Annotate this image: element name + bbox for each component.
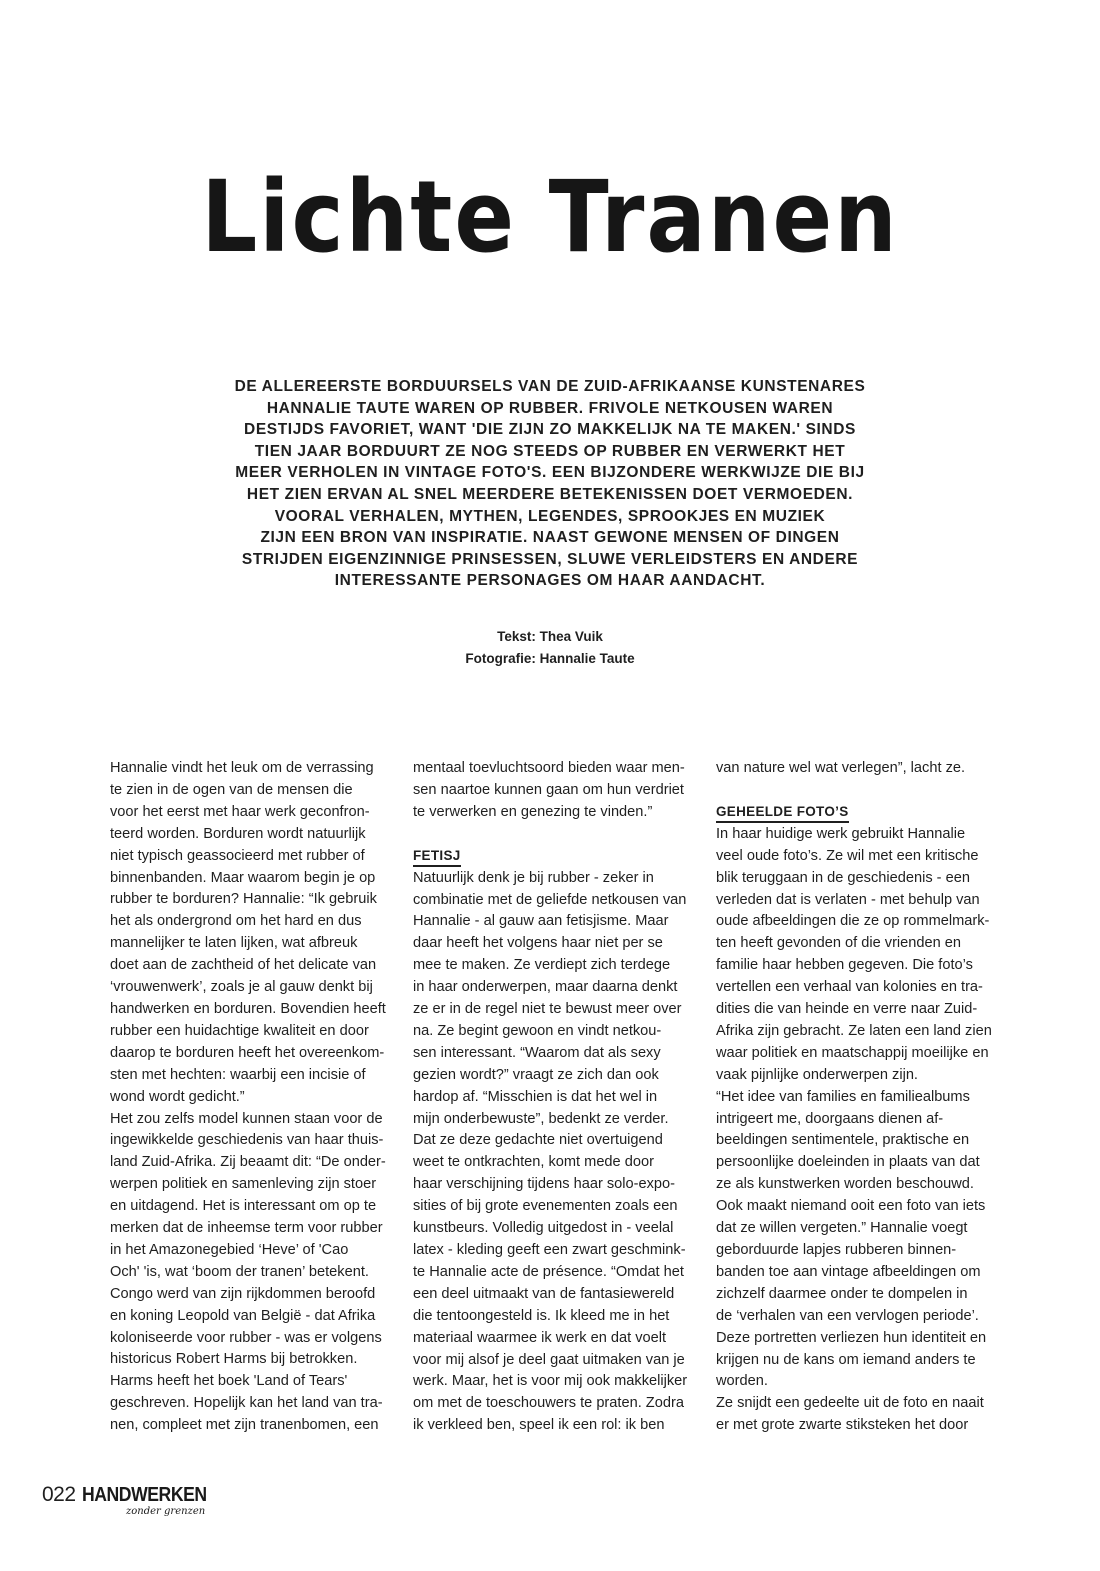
text-line: sen interessant. “Waarom dat als sexy: [413, 1044, 661, 1061]
text-line: rubber een huidachtige kwaliteit en door: [110, 1022, 369, 1039]
text-line: ik verkleed ben, speel ik een rol: ik ben: [413, 1417, 665, 1434]
text-line: Het zou zelfs model kunnen staan voor de: [110, 1110, 383, 1127]
text-line: koloniseerde voor rubber - was er volgens: [110, 1329, 382, 1346]
text-line: werpen politiek en samenleving zijn stoer: [110, 1176, 377, 1193]
text-line: te verwerken en genezing te vinden.”: [413, 803, 653, 820]
text-line: om met de toeschouwers te praten. Zodra: [413, 1395, 684, 1412]
text-line: na. Ze begint gewoon en vindt netkou-: [413, 1022, 662, 1039]
section-heading-fetisj: FETISJ: [413, 846, 461, 867]
text-line: krijgen nu de kans om iemand anders te: [716, 1351, 976, 1368]
text-line: handwerken en borduren. Bovendien heeft: [110, 1000, 386, 1017]
credits: [0, 626, 1100, 670]
text-line: werk. Maar, het is voor mij ook makkelijker: [413, 1373, 688, 1390]
text-line: Dat ze deze gedachte niet overtuigend: [413, 1132, 663, 1149]
text-line: MEER VERHOLEN IN VINTAGE FOTO'S. EEN BIJZONDERE WERKWIJZE DIE BIJ: [235, 464, 865, 482]
text-line: geborduurde lapjes rubberen binnen-: [716, 1242, 957, 1259]
page-number: 022: [42, 1483, 76, 1506]
text-line: Harms heeft het boek 'Land of Tears': [110, 1373, 348, 1390]
column-3: [716, 758, 992, 1437]
text-line: Deze portretten verliezen hun identiteit en: [716, 1329, 987, 1346]
text-line: worden.: [716, 1373, 768, 1390]
text-line: INTERESSANTE PERSONAGES OM HAAR AANDACHT.: [334, 572, 766, 590]
text-line: en koning Leopold van België - dat Afrika: [110, 1307, 376, 1324]
text-line: geschreven. Hopelijk kan het land van tra-: [110, 1395, 383, 1412]
text-line: daar heeft het volgens haar niet per se: [413, 935, 663, 952]
text-line: te zien in de ogen van de mensen die: [110, 781, 353, 798]
text-line: familie haar hebben gegeven. Die foto’s: [716, 957, 973, 974]
text-line: vaak pijnlijke onderwerpen zijn.: [716, 1066, 918, 1083]
text-line: STRIJDEN EIGENZINNIGE PRINSESSEN, SLUWE VERLEIDSTERS EN ANDERE: [241, 550, 859, 568]
text-line: Natuurlijk denk je bij rubber - zeker in: [413, 869, 654, 886]
text-line: dities die van heinde en verre naar Zuid-: [716, 1001, 978, 1018]
article-title: Lichte Tranen: [201, 159, 899, 275]
column-2: [413, 758, 688, 1437]
text-line: veel oude foto’s. Ze wil met een kritische: [716, 847, 979, 864]
text-line: combinatie met de geliefde netkousen van: [413, 891, 687, 908]
credit-text: Tekst: Thea Vuik: [497, 629, 603, 644]
text-line: blik teruggaan in de geschiedenis - een: [716, 869, 970, 886]
text-line: voor mij alsof je deel gaat uitmaken van je: [413, 1351, 685, 1368]
text-line: beeldingen sentimentele, praktische en: [716, 1132, 970, 1149]
text-line: teerd worden. Borduren wordt natuurlijk: [110, 825, 366, 842]
text-line: waar politiek en maatschappij moeilijke en: [716, 1044, 989, 1061]
magazine-brand: HANDWERKEN: [82, 1484, 207, 1506]
text-line: latex - kleding geeft een zwart geschmink-: [413, 1242, 686, 1259]
text-line: ten heeft gevonden of die vrienden en: [716, 935, 962, 952]
text-line: persoonlijke doeleinden in plaats van dat: [716, 1154, 980, 1171]
column-3-intro: [716, 758, 988, 780]
text-line: land Zuid-Afrika. Zij beaamt dit: “De onder-: [110, 1154, 386, 1171]
text-line: binnenbanden. Maar waarom begin je op: [110, 869, 376, 886]
text-line: zichzelf daarmee onder te dompelen in: [716, 1285, 968, 1302]
text-line: te Hannalie acte de présence. “Omdat het: [413, 1263, 684, 1280]
text-line: nen, compleet met zijn tranenbomen, een: [110, 1417, 379, 1434]
text-line: daarop te borduren heeft het overeenkom-: [110, 1044, 385, 1061]
text-line: Hannalie - al gauw aan fetisjisme. Maar: [413, 913, 669, 930]
text-line: mee te maken. Ze verdiept zich terdege: [413, 957, 671, 974]
text-line: Ze snijdt een gedeelte uit de foto en naait: [716, 1395, 984, 1412]
credit-photo: Fotografie: Hannalie Taute: [465, 651, 635, 666]
column-2-body: [413, 868, 688, 1438]
text-line: weet te ontkrachten, komt mede door: [413, 1154, 654, 1171]
text-line: doet aan de zachtheid of het delicate van: [110, 957, 377, 974]
text-line: oude afbeeldingen die ze op rommelmark-: [716, 913, 990, 930]
text-line: DE ALLEREERSTE BORDUURSELS VAN DE ZUID-AFRIKAANSE KUNSTENARES: [234, 378, 866, 395]
text-line: en uitdagend. Het is interessant om op te: [110, 1198, 377, 1215]
text-line: ze als kunstwerken worden beschouwd.: [716, 1176, 974, 1193]
text-line: Afrika zijn gebracht. Ze laten een land zien: [716, 1022, 992, 1039]
text-line: materiaal waarmee ik werk en dat voelt: [413, 1329, 667, 1346]
text-line: hardop af. “Misschien is dat het wel in: [413, 1088, 658, 1105]
text-line: kunstbeurs. Volledig uitgedost in - veelal: [413, 1220, 674, 1237]
column-2-intro: [413, 758, 685, 824]
text-line: de ‘verhalen van een vervlogen periode’.: [716, 1307, 979, 1324]
text-line: voor het eerst met haar werk geconfron-: [110, 803, 370, 820]
text-line: haar verschijning tijdens haar solo-expo-: [413, 1176, 676, 1193]
text-line: er met grote zwarte stiksteken het door: [716, 1417, 969, 1434]
text-line: rubber te borduren? Hannalie: “Ik gebruik: [110, 891, 377, 908]
text-line: historicus Robert Harms bij betrokken.: [110, 1351, 358, 1368]
text-line: Congo werd van zijn rijkdommen beroofd: [110, 1285, 376, 1302]
text-line: sities of bij grote evenementen zoals een: [413, 1198, 678, 1215]
text-line: Hannalie vindt het leuk om de verrassing: [110, 760, 374, 776]
text-line: HANNALIE TAUTE WAREN OP RUBBER. FRIVOLE NETKOUSEN WAREN: [266, 399, 834, 417]
text-line: van nature wel wat verlegen”, lacht ze.: [716, 760, 966, 776]
text-line: het als ondergrond om het hard en dus: [110, 913, 362, 930]
text-line: merken dat de inheemse term voor rubber: [110, 1220, 383, 1237]
text-line: niet typisch geassocieerd met rubber of: [110, 847, 365, 864]
text-line: intrigeert me, doorgaans dienen af-: [716, 1110, 944, 1127]
text-line: dat ze willen vergeten.” Hannalie voegt: [716, 1220, 968, 1237]
column-1: [110, 758, 386, 1437]
text-line: gezien wordt?” vraagt ze zich dan ook: [413, 1066, 659, 1083]
text-line: sten met hechten: waarbij een incisie of: [110, 1066, 366, 1083]
text-line: vertellen een verhaal van kolonies en tra-: [716, 979, 983, 996]
text-line: in haar onderwerpen, maar daarna denkt: [413, 979, 678, 996]
text-line: mentaal toevluchtsoord bieden waar men-: [413, 760, 685, 776]
text-line: HET ZIEN ERVAN AL SNEL MEERDERE BETEKENISSEN DOET VERMOEDEN.: [246, 485, 854, 503]
text-line: die tentoongesteld is. Ik kleed me in het: [413, 1307, 670, 1324]
section-heading-geheelde-fotos: GEHEELDE FOTO’S: [716, 802, 849, 823]
page-footer: [42, 1484, 242, 1524]
text-line: DESTIJDS FAVORIET, WANT 'DIE ZIJN ZO MAKKELIJK NA TE MAKEN.' SINDS: [244, 421, 856, 439]
text-line: sen naartoe kunnen gaan om hun verdriet: [413, 781, 684, 798]
intro-paragraph: [230, 376, 870, 592]
text-line: ingewikkelde geschiedenis van haar thuis-: [110, 1132, 384, 1149]
text-line: ‘vrouwenwerk’, zoals je al gauw denkt bij: [110, 979, 373, 996]
text-line: Och' 'is, wat ‘boom der tranen’ betekent.: [110, 1263, 369, 1280]
text-line: banden toe aan vintage afbeeldingen om: [716, 1263, 981, 1280]
text-line: verleden dat is verlaten - met behulp van: [716, 891, 980, 908]
text-line: wond wordt gedicht.”: [110, 1088, 245, 1105]
text-line: ze er in de regel niet te bewust meer over: [413, 1001, 682, 1018]
text-line: een deel uitmaakt van de fantasiewereld: [413, 1285, 675, 1302]
text-line: VOORAL VERHALEN, MYTHEN, LEGENDES, SPROOKJES EN MUZIEK: [274, 507, 826, 525]
text-line: mannelijker te laten lijken, wat afbreuk: [110, 935, 358, 952]
magazine-tagline: zonder grenzen: [126, 1506, 206, 1517]
text-line: In haar huidige werk gebruikt Hannalie: [716, 825, 966, 842]
column-3-body: [716, 824, 992, 1437]
text-line: mijn onderbewuste”, bedenkt ze verder.: [413, 1110, 669, 1127]
text-line: ZIJN EEN BRON VAN INSPIRATIE. NAAST GEWONE MENSEN OF DINGEN: [260, 529, 840, 547]
text-line: in het Amazonegebied ‘Heve’ of 'Cao: [110, 1241, 349, 1258]
text-line: “Het idee van families en familiealbums: [716, 1088, 970, 1105]
text-line: TIEN JAAR BORDUURT ZE NOG STEEDS OP RUBBER EN VERWERKT HET: [254, 442, 846, 460]
text-line: Ook maakt niemand ooit een foto van iets: [716, 1198, 986, 1215]
